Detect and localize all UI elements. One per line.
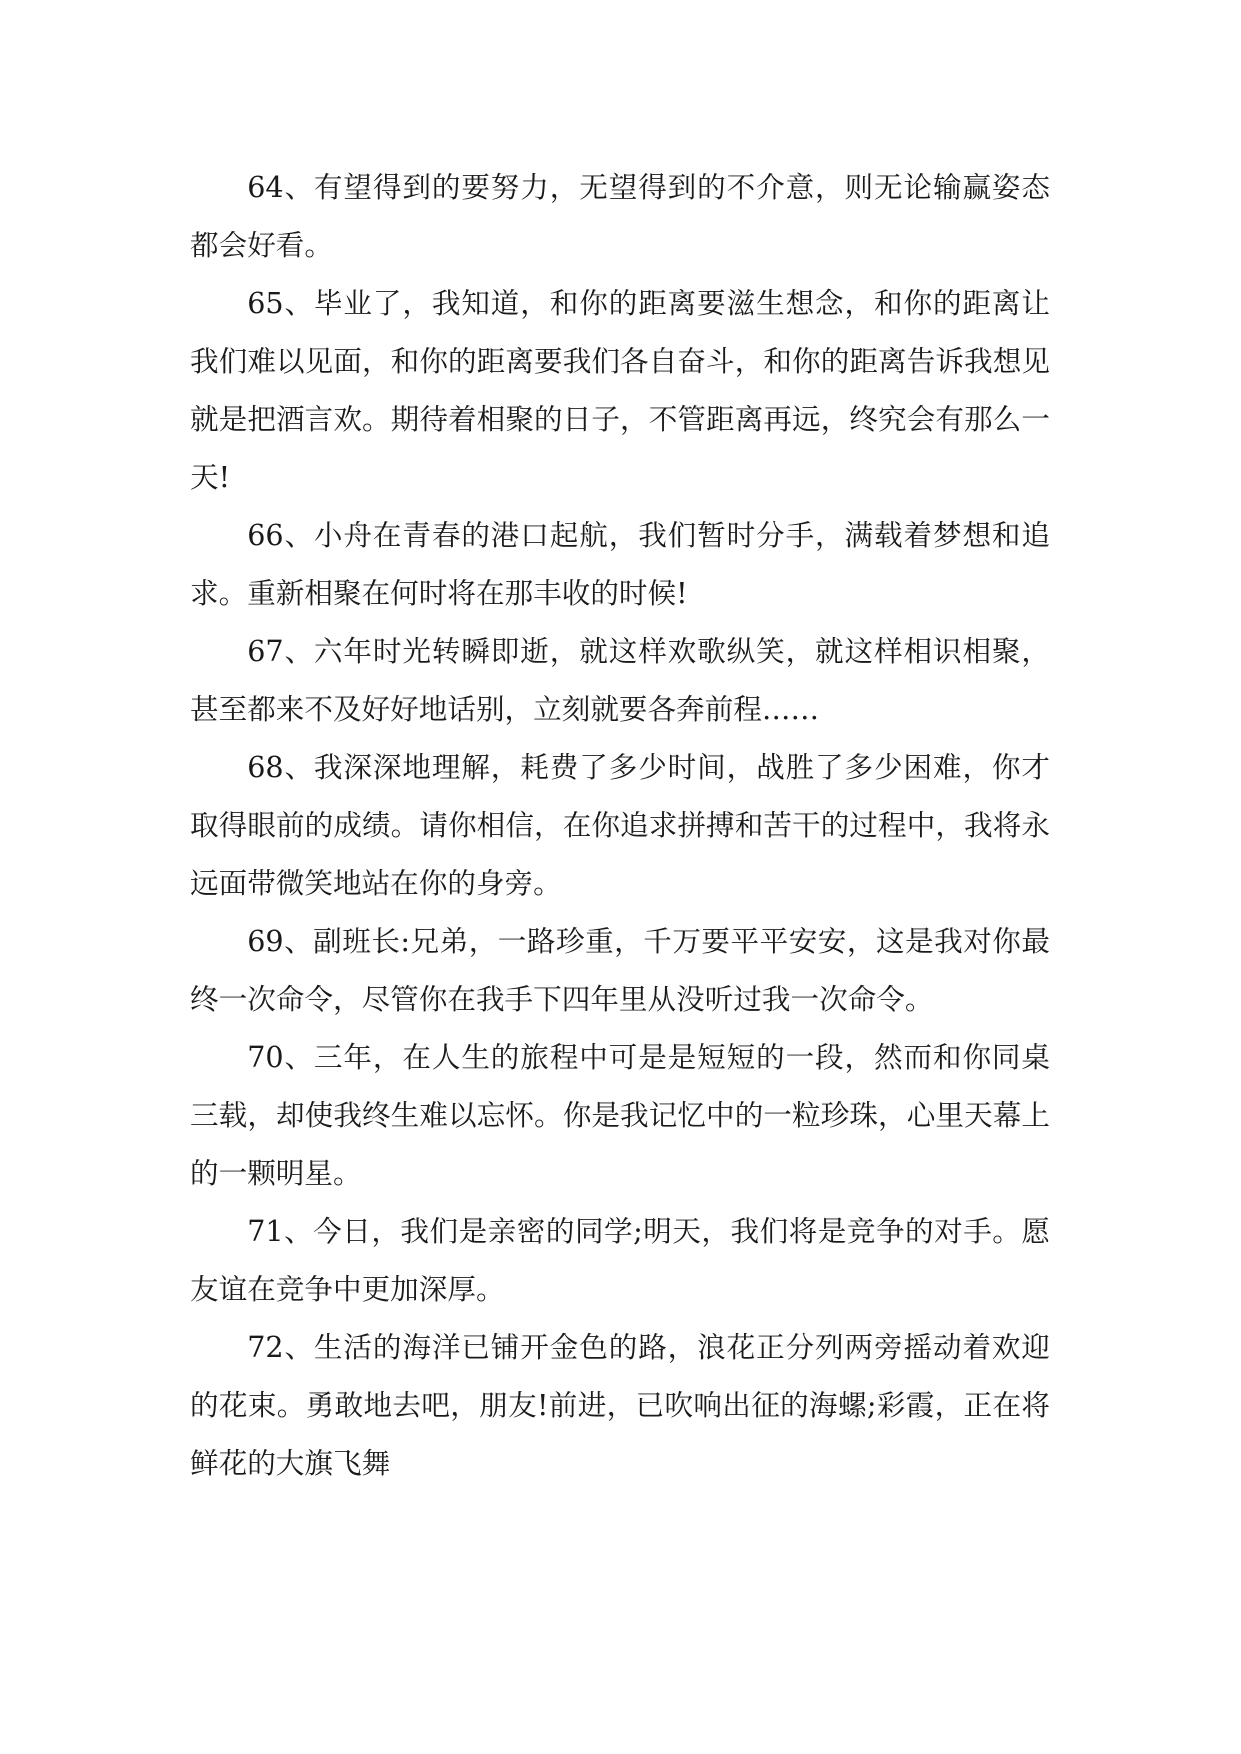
paragraph-72: 72、生活的海洋已铺开金色的路，浪花正分列两旁摇动着欢迎的花束。勇敢地去吧，朋友!前进，已吹响出征的海螺;彩霞，正在将鲜花的大旗飞舞 bbox=[190, 1330, 1050, 1480]
paragraph-71: 71、今日，我们是亲密的同学;明天，我们将是竞争的对手。愿友谊在竞争中更加深厚。 bbox=[190, 1214, 1050, 1306]
paragraph-67: 67、六年时光转瞬即逝，就这样欢歌纵笑，就这样相识相聚，甚至都来不及好好地话别，立刻就要各奔前程…… bbox=[190, 634, 1050, 726]
paragraph-64: 64、有望得到的要努力，无望得到的不介意，则无论输赢姿态都会好看。 bbox=[190, 170, 1050, 262]
paragraph-68: 68、我深深地理解，耗费了多少时间，战胜了多少困难，你才取得眼前的成绩。请你相信，在你追求拼搏和苦干的过程中，我将永远面带微笑地站在你的身旁。 bbox=[190, 750, 1050, 900]
paragraph-70: 70、三年，在人生的旅程中可是是短短的一段，然而和你同桌三载，却使我终生难以忘怀。你是我记忆中的一粒珍珠，心里天幕上的一颗明星。 bbox=[190, 1040, 1050, 1190]
document-body bbox=[190, 158, 1050, 1492]
paragraph-69: 69、副班长:兄弟，一路珍重，千万要平平安安，这是我对你最终一次命令，尽管你在我手下四年里从没听过我一次命令。 bbox=[190, 924, 1050, 1016]
paragraph-66: 66、小舟在青春的港口起航，我们暂时分手，满载着梦想和追求。重新相聚在何时将在那丰收的时候! bbox=[190, 518, 1050, 610]
paragraph-65: 65、毕业了，我知道，和你的距离要滋生想念，和你的距离让我们难以见面，和你的距离要我们各自奋斗，和你的距离告诉我想见就是把酒言欢。期待着相聚的日子，不管距离再远，终究会有那么一天! bbox=[190, 286, 1050, 494]
